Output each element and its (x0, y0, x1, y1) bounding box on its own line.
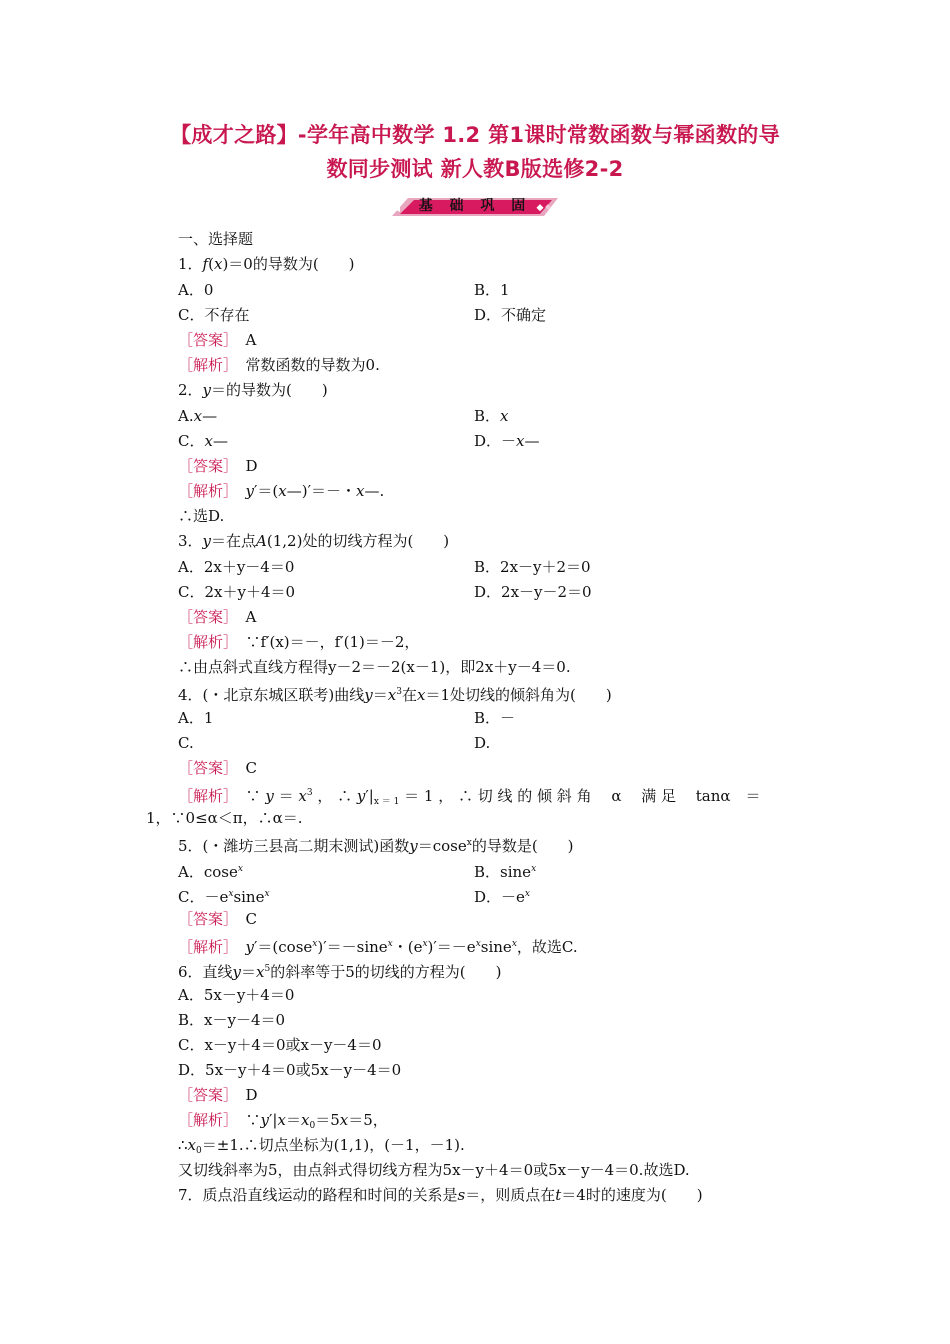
q2-option-c: C．x— (178, 432, 228, 450)
section-banner (390, 194, 560, 220)
q6-option-d: D．5x－y＋4＝0或5x－y－4＝0 (178, 1061, 402, 1079)
q2-option-a: A.x— (178, 407, 218, 425)
q1-option-b: B．1 (474, 281, 510, 299)
q1-answer: ［答案］ A (178, 331, 257, 349)
q4-option-d: D. (474, 734, 491, 752)
question-6-stem: 6．直线$y=x^5$的斜率等于5的切线的方程为( ) (178, 963, 502, 981)
q6-option-c: C．x－y＋4＝0或x－y－4＝0 (178, 1036, 382, 1054)
q1-analysis: ［解析］ 常数函数的导数为0. (178, 356, 380, 374)
q3-derivation: ∴由点斜式直线方程得y－2＝－2(x－1)，即2x＋y－4＝0. (178, 658, 571, 676)
document-title-line-1: 【成才之路】-学年高中数学 1.2 第1课时常数函数与幂函数的导 (170, 123, 780, 147)
q4-option-c: C. (178, 734, 194, 752)
q1-option-d: D．不确定 (474, 306, 547, 324)
q6-tangent-points: $\therefore x_0=\pm 1.\therefore$切点坐标为(1,1)，(－1，－1). (178, 1136, 465, 1156)
question-4-stem: 4．(・北京东城区联考)曲线$y=x^3$在x＝1处切线的倾斜角为( ) (178, 686, 612, 704)
q3-option-b: B．2x－y＋2＝0 (474, 558, 591, 576)
q2-conclusion: ∴选D. (178, 507, 225, 525)
question-7-stem: 7．质点沿直线运动的路程和时间的关系是s＝，则质点在t＝4时的速度为( ) (178, 1186, 703, 1204)
q5-analysis: ［解析］ y′＝(cose$^x$)′＝－sine$^x$・$(e^x)'=-e^x\sin e^x$，故选C. (178, 938, 578, 956)
q5-answer: ［答案］ C (178, 910, 258, 928)
question-1-stem: 1．f(x)＝0的导数为( ) (178, 255, 355, 273)
q6-option-b: B．x－y－4＝0 (178, 1011, 286, 1029)
q6-analysis: ［解析］ $\because y'|x=x_0=5x=5$， (178, 1111, 388, 1131)
section-heading: 一、选择题 (178, 230, 254, 248)
q4-answer: ［答案］ C (178, 759, 258, 777)
banner-label: 基 础 巩 固 (418, 198, 532, 214)
question-5-stem: 5．(・潍坊三县高二期末测试)函数y＝cose$^x$的导数是( ) (178, 837, 574, 855)
q6-answer: ［答案］ D (178, 1086, 258, 1104)
q6-option-a: A．5x－y＋4＝0 (178, 986, 295, 1004)
q3-option-a: A．2x＋y－4＝0 (178, 558, 295, 576)
q4-option-b: B．－ (474, 709, 516, 727)
q2-answer: ［答案］ D (178, 457, 258, 475)
q3-option-c: C．2x＋y＋4＝0 (178, 583, 296, 601)
q4-analysis-continued: 1，∵0≤α＜π，∴α＝. (146, 809, 303, 827)
q3-option-d: D．2x－y－2＝0 (474, 583, 592, 601)
q1-option-c: C．不存在 (178, 306, 250, 324)
q5-option-b: B．sine$^x$ (474, 863, 537, 881)
q3-analysis: ［解析］ ∵f′(x)＝－，f′(1)＝－2， (178, 633, 420, 651)
document-title-line-2: 数同步测试 新人教B版选修2-2 (326, 157, 624, 181)
q4-option-a: A．1 (178, 709, 214, 727)
q2-option-d: D．－x— (474, 432, 540, 450)
question-3-stem: 3．y＝在点A(1,2)处的切线方程为( ) (178, 532, 450, 550)
q2-option-b: B．x (474, 407, 509, 425)
q2-analysis: ［解析］ y′＝(x—)′＝－・x—. (178, 482, 385, 500)
q5-option-a: A．cose$^x$ (178, 863, 243, 881)
q5-option-d: D．$-e^x$ (474, 888, 530, 906)
q1-option-a: A．0 (178, 281, 214, 299)
q4-analysis: ［解析］ ∵ $y = x^3$ ， ∴ $y'|_{x = 1} = 1$ ， ∴ 切 线 的 倾 斜 角 α 满 足 tanα ＝ (178, 787, 761, 807)
q3-answer: ［答案］ A (178, 608, 257, 626)
q5-option-c: C．$-e^x\sin e^x$ (178, 888, 270, 906)
question-2-stem: 2．y＝的导数为( ) (178, 381, 328, 399)
q6-conclusion: 又切线斜率为5，由点斜式得切线方程为5x－y＋4＝0或5x－y－4＝0.故选D. (178, 1161, 690, 1179)
